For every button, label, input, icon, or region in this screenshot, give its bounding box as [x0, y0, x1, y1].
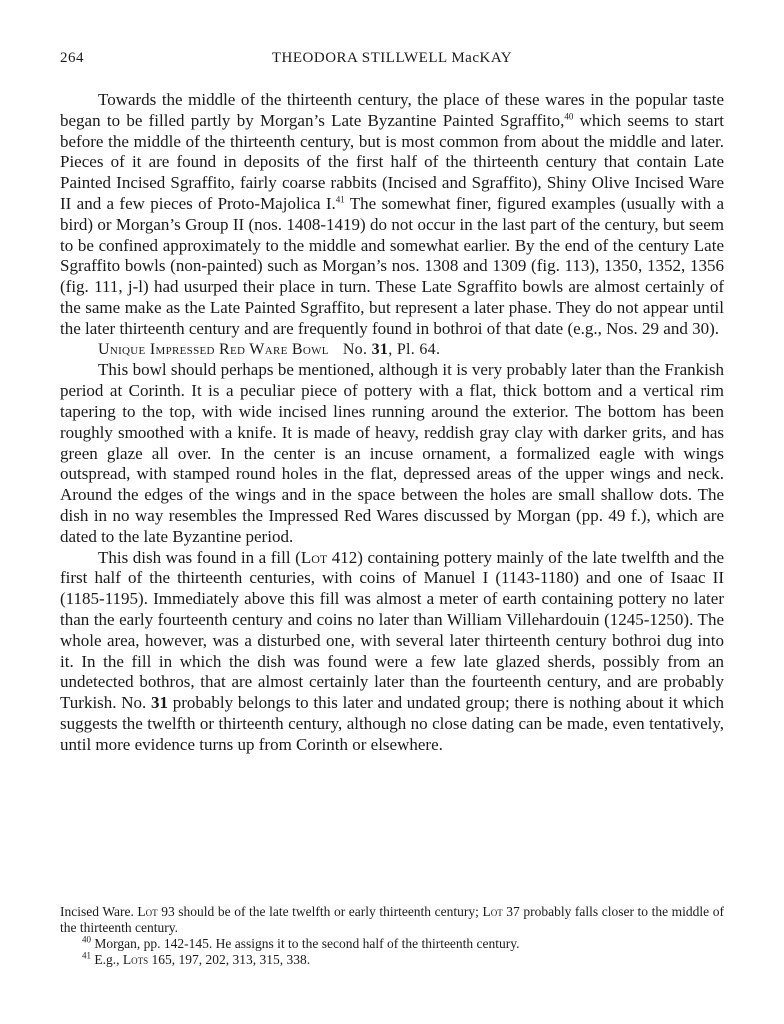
- paragraph-1-part-c: The somewhat finer, figured examples (usually with a bird) or Morgan’s Group II (nos. 1408-1419) do not occur in the last part of the century, but seem to be confined approximately to the middle and somewhat earlier. By the end of the century Late Sgraffito bowls (non-painted) such as Morgan’s nos. 1308 and 1309 (fig. 113), 1350, 1352, 1356 (fig. 111, j-l) had usurped their place in turn. These Late Sgraffito bowls are almost certainly of the same make as the Late Painted Sgraffito, but represent a later phase. They do not appear until the later thirteenth century and are frequently found in bothroi of that date (e.g., Nos. 29 and 30).: [60, 193, 724, 338]
- footnote-40-marker: 40: [82, 934, 91, 945]
- footnote-continuation-b: 93 should be of the late twelfth or early thirteenth century;: [157, 904, 483, 919]
- footnote-ref-41: 41: [335, 194, 345, 205]
- running-head: THEODORA STILLWELL MacKAY: [271, 50, 513, 66]
- paragraph-3: [60, 548, 724, 756]
- footnote-continuation: [60, 904, 724, 936]
- page-number: 264: [60, 50, 84, 66]
- section-heading-no-value: 31: [371, 340, 389, 358]
- footnote-41-text-b: 165, 197, 202, 313, 315, 338.: [148, 952, 311, 967]
- footnote-41-text-a: E.g.,: [91, 952, 123, 967]
- paragraph-3-part-c: probably belongs to this later and undated group; there is nothing about it which suggests the twelfth or thirteenth century, although no close dating can be made, even tentatively, until more evidence turns up from Corinth or elsewhere.: [60, 693, 724, 754]
- section-heading-title: Unique Impressed Red Ware Bowl: [98, 340, 329, 358]
- section-heading: [60, 340, 724, 361]
- lot-label: Lot: [300, 547, 328, 567]
- paragraph-3-part-b: 412) containing pottery mainly of the late twelfth and the first half of the thirteenth centuries, with coins of Manuel I (1143-1180) and one of Isaac II (1185-1195). Immediately above this fill was almost a meter of earth containing pottery no later than the early fourteenth century and coins no later than William Villehardouin (1245-1250). The whole area, however, was a disturbed one, with several later thirteenth century bothroi dug into it. In the fill in which the dish was found were a few late glazed sherds, possibly from an undetected bothros, that are almost certainly later than the fourteenth century, and are probably Turkish. No.: [60, 547, 725, 713]
- lot-label: Lot: [137, 904, 158, 919]
- footnote-continuation-c: 37 probably falls closer to the middle of the thirteenth century.: [60, 904, 724, 935]
- lots-label: Lots: [122, 952, 149, 967]
- catalogue-number: 31: [150, 693, 168, 713]
- body-text: [60, 90, 724, 756]
- page-header: [60, 50, 724, 72]
- footnote-continuation-a: Incised Ware.: [60, 904, 138, 919]
- footnote-41: [60, 952, 724, 968]
- footnote-41-marker: 41: [82, 950, 91, 961]
- paragraph-3-part-a: This dish was found in a fill (: [98, 547, 301, 567]
- paragraph-1: [60, 90, 724, 340]
- paragraph-1-part-a: Towards the middle of the thirteenth century, the place of these wares in the popular taste began to be filled partly by Morgan’s Late Byzantine Painted Sgraffito,: [60, 90, 724, 130]
- footnotes: [60, 904, 724, 968]
- section-heading-plate: , Pl. 64.: [388, 340, 441, 358]
- lot-label: Lot: [482, 904, 503, 919]
- paragraph-2: This bowl should perhaps be mentioned, although it is very probably later than the Frankish period at Corinth. It is a peculiar piece of pottery with a flat, thick bottom and a vertical rim tapering to the top, with wide incised lines running around the exterior. The bottom has been roughly smoothed with a knife. It is made of heavy, reddish gray clay with darker grits, and has green glaze all over. In the center is an incuse ornament, a formalized eagle with wings outspread, with stamped round holes in the flat, depressed areas of the upper wings and neck. Around the edges of the wings and in the space between the holes are small shallow dots. The dish in no way resembles the Impressed Red Wares discussed by Morgan (pp. 49 f.), which are dated to the late Byzantine period.: [60, 360, 724, 546]
- paragraph-1-part-b: which seems to start before the middle of the thirteenth century, but is most common from about the middle and later. Pieces of it are found in deposits of the first half of the thirteenth century that contain Late Painted Incised Sgraffito, fairly coarse rabbits (Incised and Sgraffito), Shiny Olive Incised Ware II and a few pieces of Proto-Majolica I.: [60, 110, 724, 213]
- section-heading-no-label: No.: [342, 340, 368, 358]
- footnote-40-text: Morgan, pp. 142-145. He assigns it to the second half of the thirteenth century.: [91, 936, 520, 951]
- footnote-40: [60, 936, 724, 952]
- footnote-ref-40: 40: [564, 111, 574, 122]
